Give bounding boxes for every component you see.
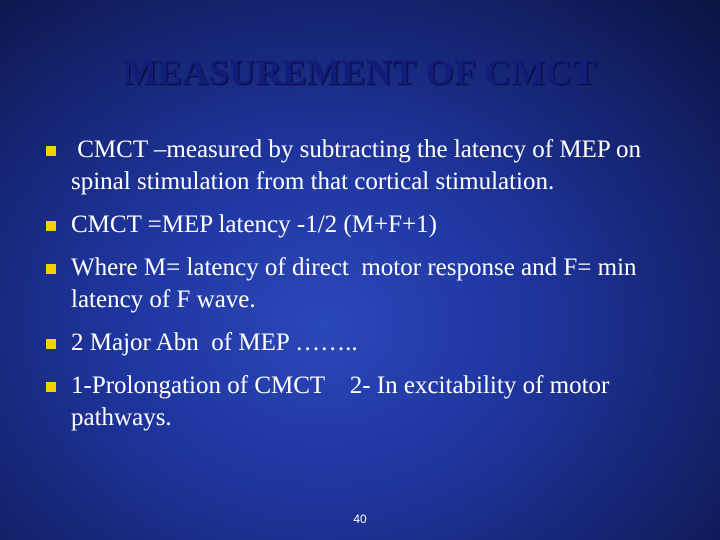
bullet-text: CMCT =MEP latency -1/2 (M+F+1) <box>71 211 437 238</box>
bullet-item <box>44 134 684 198</box>
square-bullet-icon <box>46 264 56 274</box>
bullet-item <box>44 370 684 434</box>
square-bullet-icon <box>46 339 56 349</box>
slide-number: 40 <box>353 512 367 526</box>
bullet-item <box>44 327 684 359</box>
bullet-text: 1-Prolongation of CMCT 2- In excitability of motor pathways. <box>71 372 616 431</box>
bullet-text: CMCT –measured by subtracting the latency of MEP on spinal stimulation from that cortical stimulation. <box>71 136 648 195</box>
square-bullet-icon <box>46 382 56 392</box>
bullet-text: Where M= latency of direct motor response and F= min latency of F wave. <box>71 254 643 313</box>
bullet-item <box>44 209 684 241</box>
square-bullet-icon <box>46 221 56 231</box>
bullet-list <box>44 134 684 445</box>
slide-title: MEASUREMENT OF CMCT <box>123 52 597 92</box>
bullet-text: 2 Major Abn of MEP …….. <box>71 329 358 356</box>
bullet-item <box>44 252 684 316</box>
square-bullet-icon <box>46 146 56 156</box>
